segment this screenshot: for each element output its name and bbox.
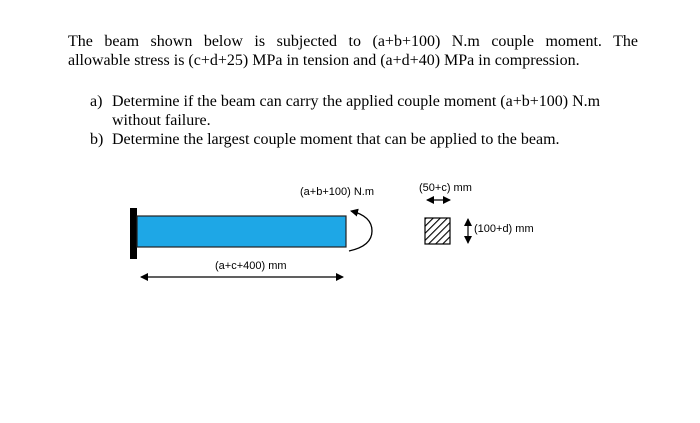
height-label: (100+d) mm: [474, 223, 534, 235]
beam: [137, 216, 346, 247]
moment-label: (a+b+100) N.m: [300, 186, 374, 198]
question-a-line-2: without failure.: [112, 112, 211, 129]
fixed-support-wall: [130, 208, 137, 259]
question-b-label: b): [90, 131, 104, 148]
question-b-text: Determine the largest couple moment that can be applied to the beam.: [112, 131, 560, 148]
intro-line-1: The beam shown below is subjected to (a+b+100) N.m couple moment. The: [68, 33, 638, 50]
question-a-line-1: Determine if the beam can carry the applied couple moment (a+b+100) N.m: [112, 93, 601, 110]
intro-line-2: allowable stress is (c+d+25) MPa in tension and (a+d+40) MPa in compression.: [68, 52, 580, 69]
cross-section: [425, 218, 450, 244]
length-label: (a+c+400) mm: [215, 260, 287, 272]
couple-moment-arrow: [349, 211, 372, 251]
question-a-label: a): [90, 93, 103, 110]
width-label: (50+c) mm: [419, 182, 472, 194]
